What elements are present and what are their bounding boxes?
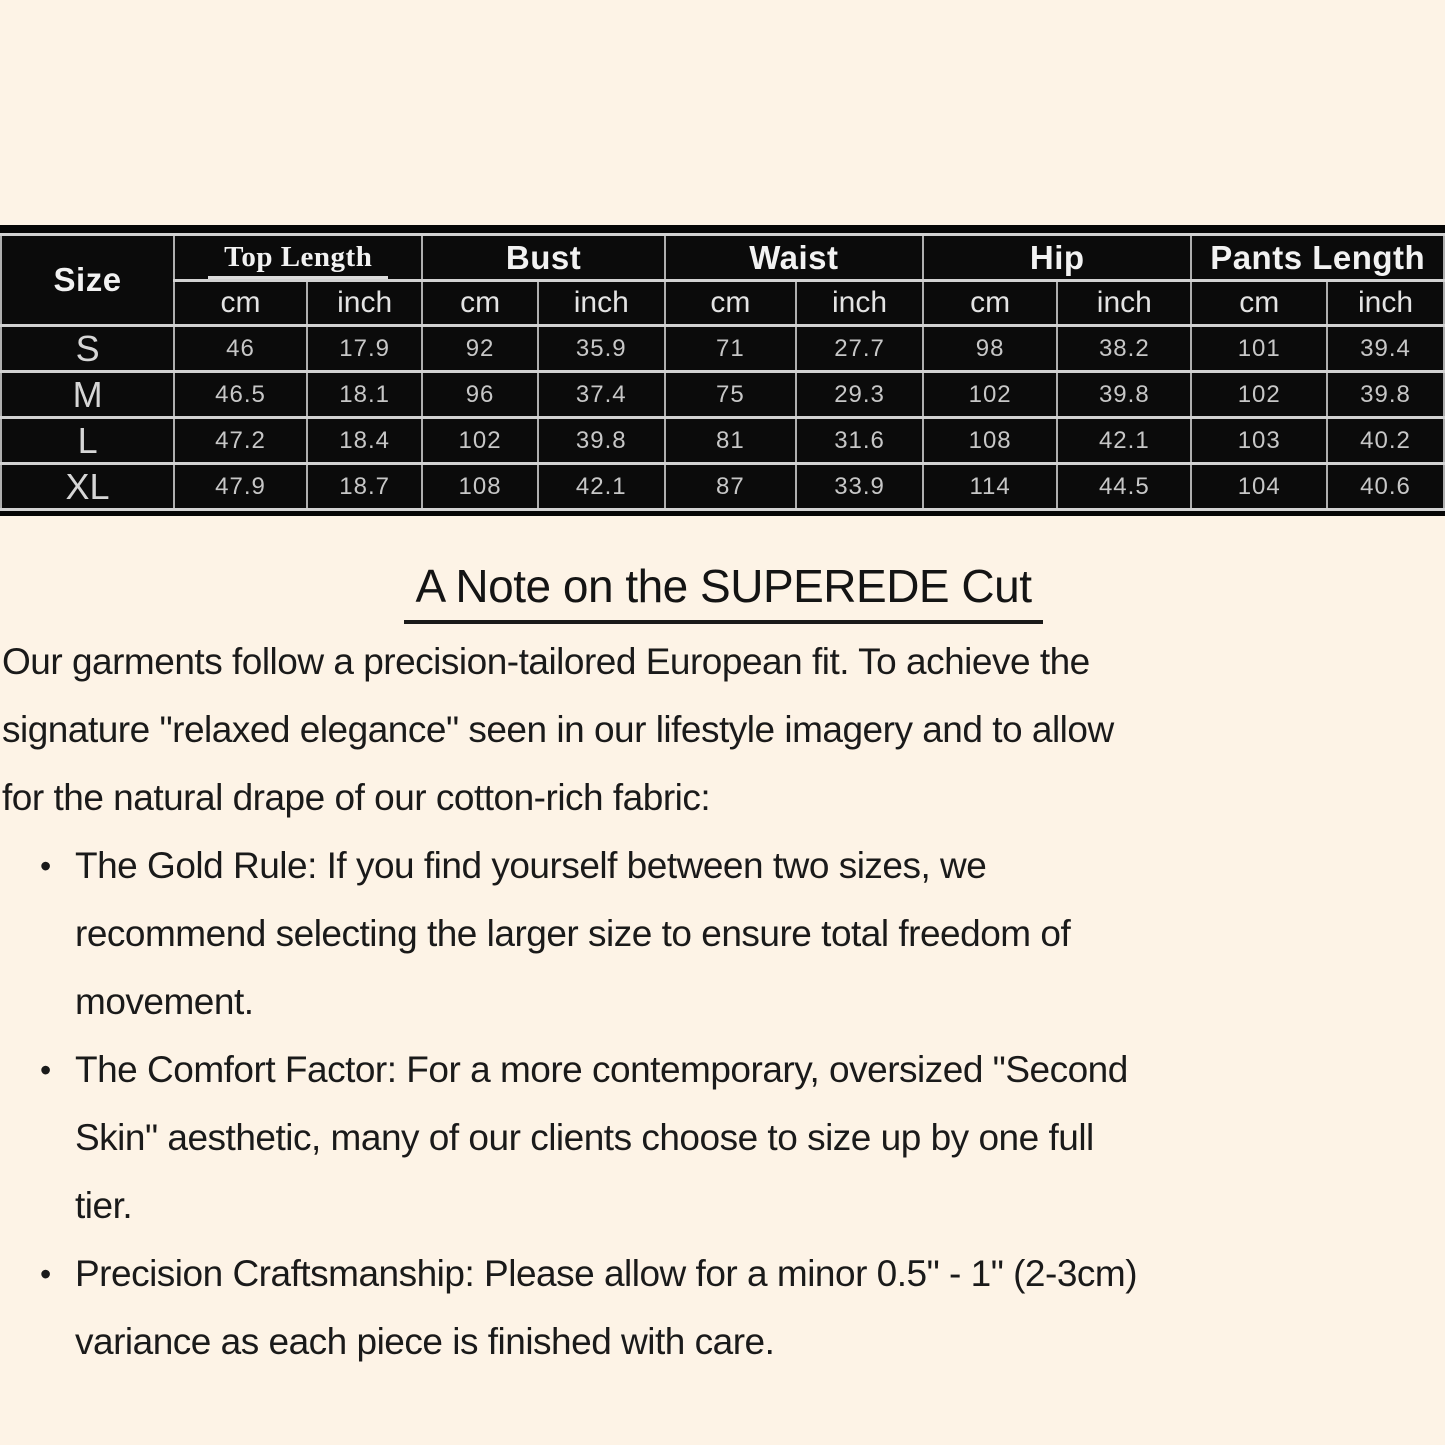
note-bullet-list <box>2 832 1445 1376</box>
table-row-m <box>1 372 1444 418</box>
column-header-pants-length: Pants Length <box>1191 235 1444 281</box>
measurement-cell: 75 <box>665 372 796 418</box>
size-chart-table <box>0 233 1445 511</box>
top-length-label: Top Length <box>208 241 388 279</box>
bullet-dot: • <box>40 1255 52 1292</box>
measurement-cell: 47.9 <box>174 464 307 510</box>
measurement-cell: 46 <box>174 326 307 372</box>
fit-note-section <box>0 560 1445 1376</box>
size-cell: M <box>1 372 174 418</box>
unit-header: inch <box>307 281 422 326</box>
table-units-row <box>1 281 1444 326</box>
measurement-cell: 31.6 <box>796 418 923 464</box>
note-heading: A Note on the SUPEREDE Cut <box>404 560 1044 624</box>
measurement-cell: 108 <box>923 418 1057 464</box>
column-header-hip: Hip <box>923 235 1191 281</box>
measurement-cell: 35.9 <box>538 326 665 372</box>
measurement-cell: 104 <box>1191 464 1327 510</box>
paragraph-line: signature "relaxed elegance" seen in our lifestyle imagery and to allow <box>2 708 1114 750</box>
measurement-cell: 103 <box>1191 418 1327 464</box>
bullet-dot: • <box>40 1051 52 1088</box>
measurement-cell: 44.5 <box>1057 464 1191 510</box>
measurement-cell: 102 <box>422 418 537 464</box>
unit-header: cm <box>422 281 537 326</box>
bullet-line: variance as each piece is finished with care. <box>75 1320 775 1362</box>
unit-header: cm <box>174 281 307 326</box>
unit-header: inch <box>796 281 923 326</box>
bullet-line: movement. <box>75 980 254 1022</box>
measurement-cell: 40.6 <box>1327 464 1444 510</box>
column-header-top-length <box>174 235 422 281</box>
unit-header: cm <box>1191 281 1327 326</box>
measurement-cell: 42.1 <box>538 464 665 510</box>
measurement-cell: 98 <box>923 326 1057 372</box>
unit-header: inch <box>1327 281 1444 326</box>
paragraph-line: Our garments follow a precision-tailored European fit. To achieve the <box>2 640 1090 682</box>
bullet-line: Precision Craftsmanship: Please allow for a minor 0.5" - 1" (2-3cm) <box>75 1252 1138 1294</box>
size-cell: XL <box>1 464 174 510</box>
measurement-cell: 114 <box>923 464 1057 510</box>
bullet-item-gold-rule <box>2 832 1445 1036</box>
size-chart-section <box>0 225 1445 516</box>
measurement-cell: 18.4 <box>307 418 422 464</box>
unit-header: inch <box>538 281 665 326</box>
measurement-cell: 27.7 <box>796 326 923 372</box>
measurement-cell: 92 <box>422 326 537 372</box>
note-heading-row <box>2 560 1445 624</box>
bullet-line: The Comfort Factor: For a more contemporary, oversized "Second <box>75 1048 1128 1090</box>
bullet-item-precision-craftsmanship <box>2 1240 1445 1376</box>
column-header-size: Size <box>1 235 174 326</box>
column-header-waist: Waist <box>665 235 923 281</box>
measurement-cell: 29.3 <box>796 372 923 418</box>
paragraph-line: for the natural drape of our cotton-rich fabric: <box>2 776 711 818</box>
table-row-xl <box>1 464 1444 510</box>
measurement-cell: 33.9 <box>796 464 923 510</box>
measurement-cell: 81 <box>665 418 796 464</box>
measurement-cell: 40.2 <box>1327 418 1444 464</box>
table-row-l <box>1 418 1444 464</box>
unit-header: inch <box>1057 281 1191 326</box>
size-cell: S <box>1 326 174 372</box>
bullet-line: tier. <box>75 1184 133 1226</box>
measurement-cell: 87 <box>665 464 796 510</box>
measurement-cell: 17.9 <box>307 326 422 372</box>
measurement-cell: 102 <box>1191 372 1327 418</box>
measurement-cell: 108 <box>422 464 537 510</box>
unit-header: cm <box>923 281 1057 326</box>
measurement-cell: 37.4 <box>538 372 665 418</box>
column-header-bust: Bust <box>422 235 664 281</box>
measurement-cell: 18.1 <box>307 372 422 418</box>
measurement-cell: 39.8 <box>538 418 665 464</box>
bullet-line: Skin" aesthetic, many of our clients choose to size up by one full <box>75 1116 1094 1158</box>
bullet-item-comfort-factor <box>2 1036 1445 1240</box>
measurement-cell: 46.5 <box>174 372 307 418</box>
note-intro-paragraph <box>2 628 1445 832</box>
bullet-line: The Gold Rule: If you find yourself between two sizes, we <box>75 844 987 886</box>
measurement-cell: 71 <box>665 326 796 372</box>
measurement-cell: 42.1 <box>1057 418 1191 464</box>
measurement-cell: 18.7 <box>307 464 422 510</box>
measurement-cell: 102 <box>923 372 1057 418</box>
size-guide-page <box>0 225 1445 1376</box>
measurement-cell: 39.8 <box>1327 372 1444 418</box>
measurement-cell: 96 <box>422 372 537 418</box>
table-header-row <box>1 235 1444 281</box>
measurement-cell: 39.8 <box>1057 372 1191 418</box>
measurement-cell: 38.2 <box>1057 326 1191 372</box>
table-row-s <box>1 326 1444 372</box>
measurement-cell: 101 <box>1191 326 1327 372</box>
bullet-dot: • <box>40 847 52 884</box>
unit-header: cm <box>665 281 796 326</box>
size-cell: L <box>1 418 174 464</box>
measurement-cell: 47.2 <box>174 418 307 464</box>
bullet-line: recommend selecting the larger size to ensure total freedom of <box>75 912 1071 954</box>
measurement-cell: 39.4 <box>1327 326 1444 372</box>
